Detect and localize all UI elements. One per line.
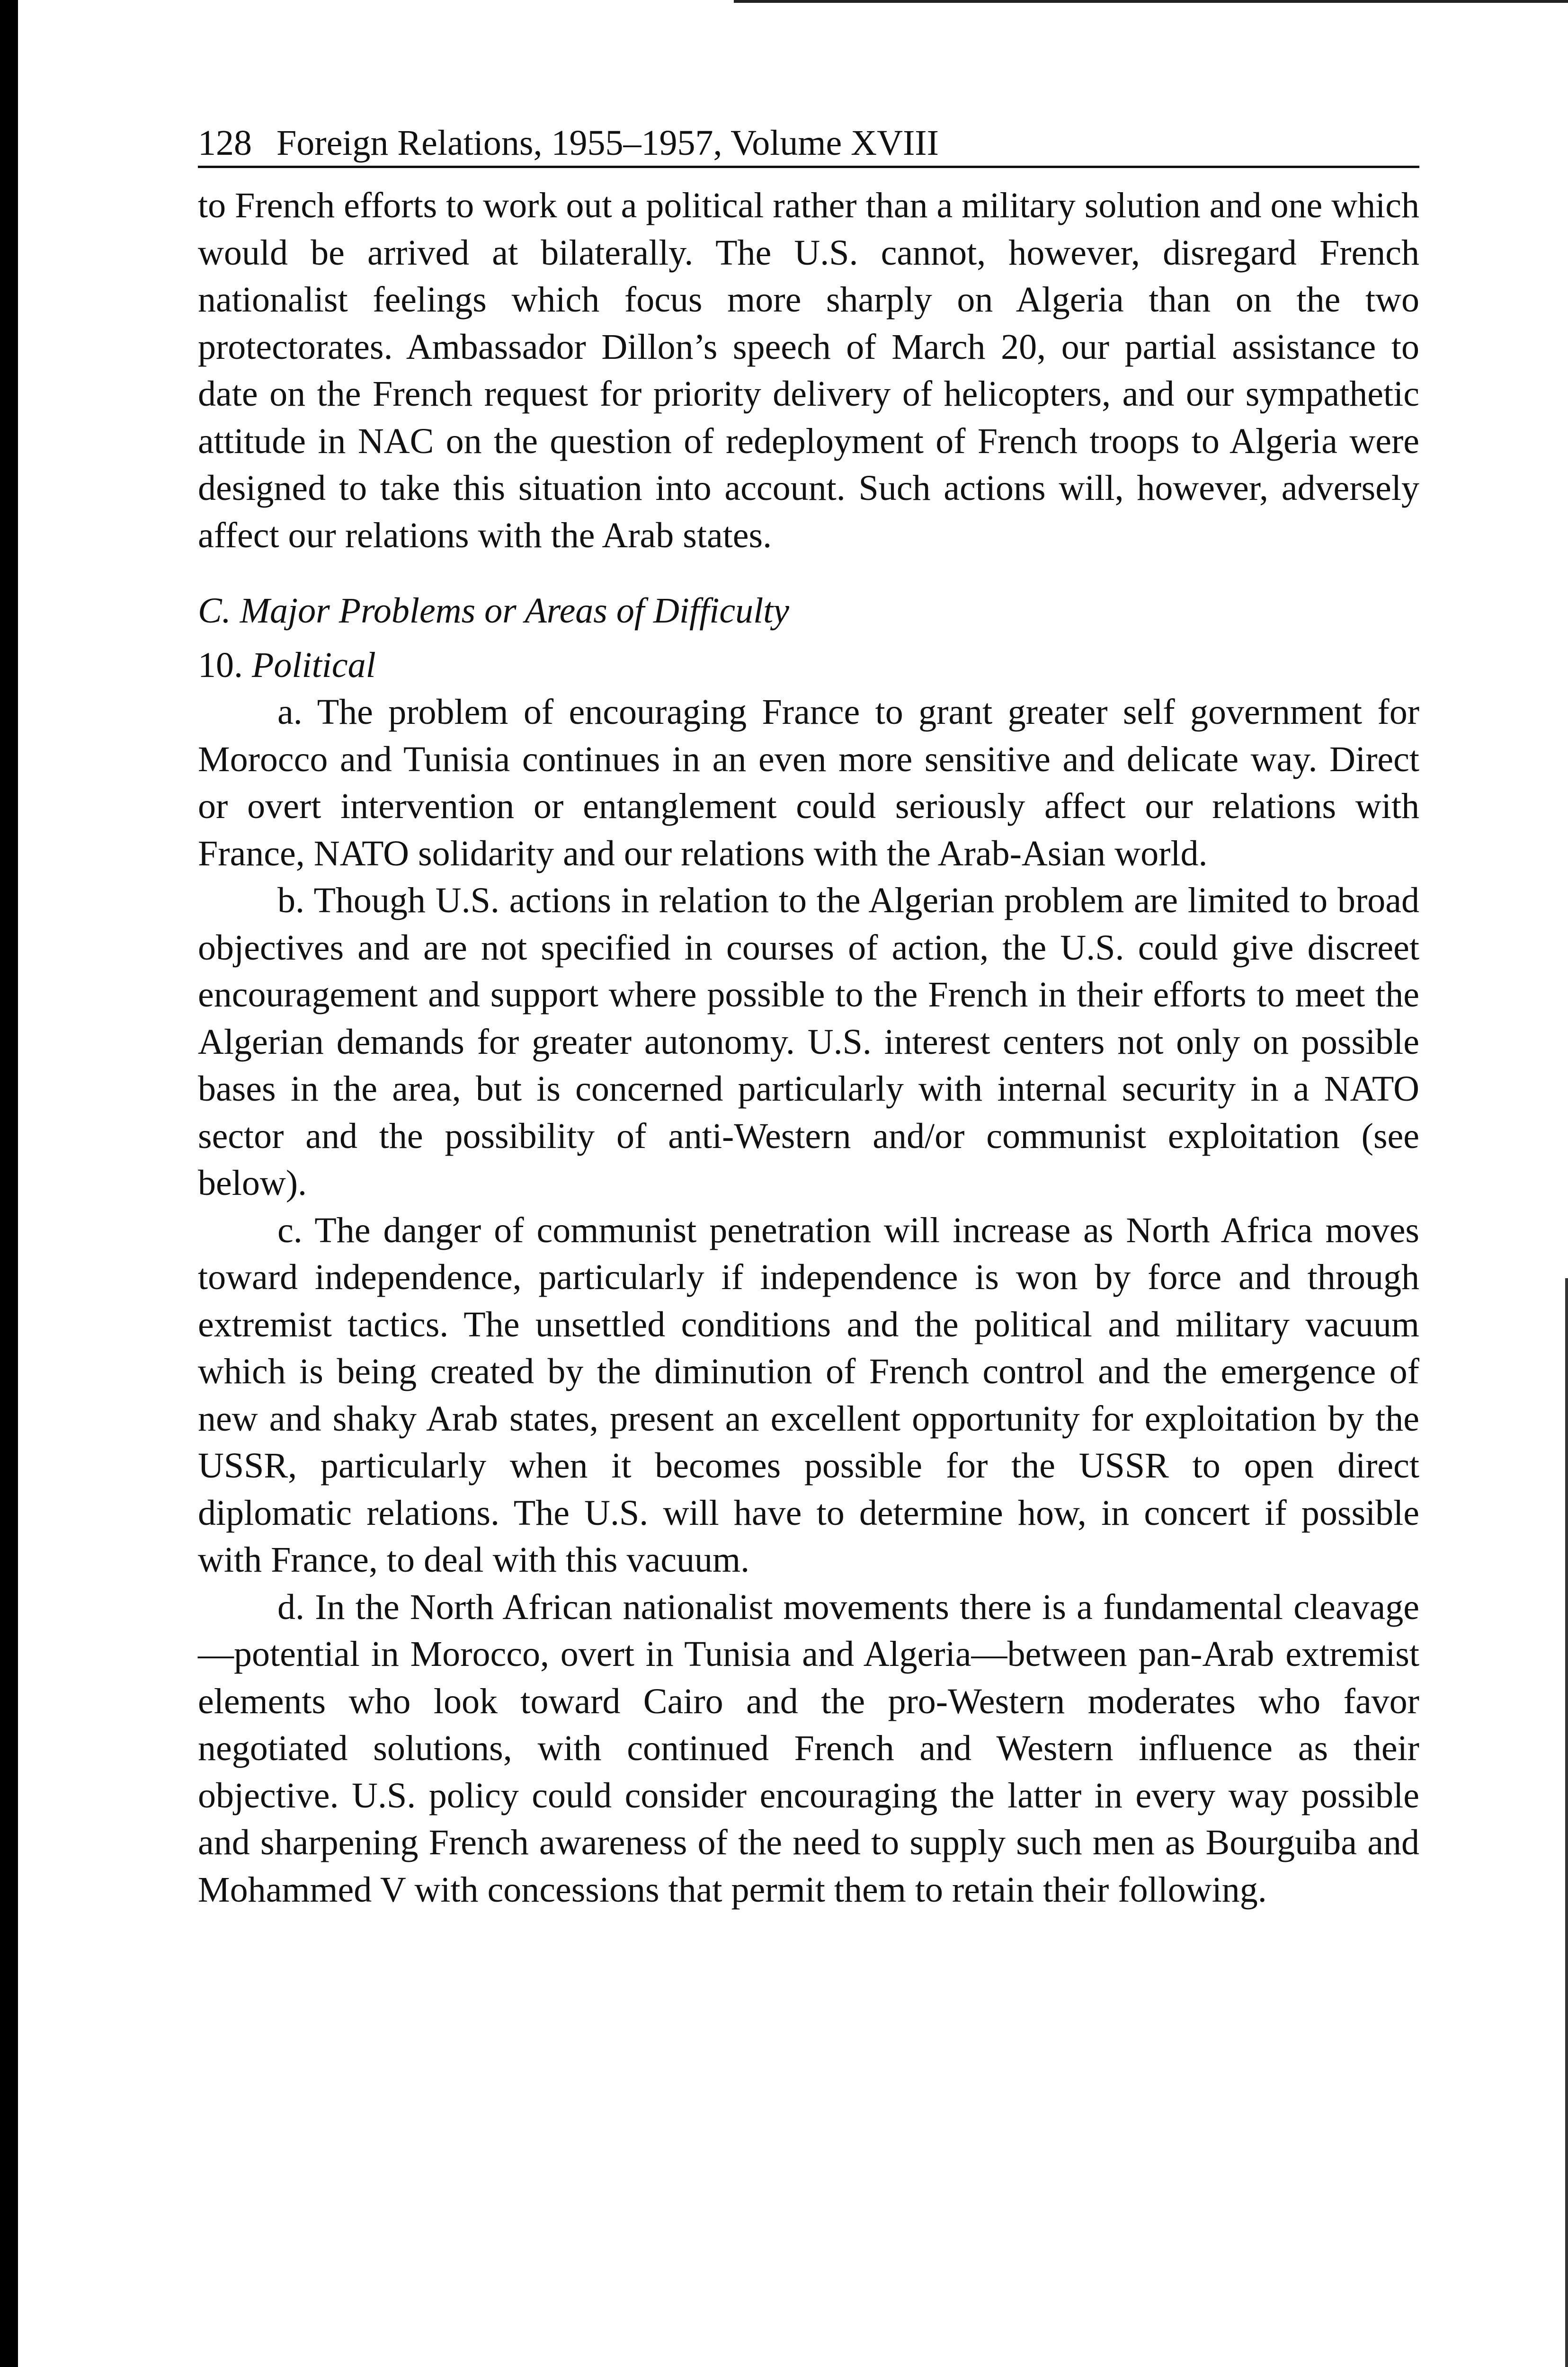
section-heading: C. Major Problems or Areas of Difficulty [198,591,790,631]
running-header [198,121,1419,168]
paragraph-c: c. The danger of communist penetration will increase as North Africa moves toward independence, particularly if independence is won by force and through extremist tactics. The unsettled conditions and the political and military vacuum which is being created by the diminution of French control and the emergence of new and shaky Arab states, present an excellent opportunity for exploitation by the USSR, particularly when it becomes possible for the USSR to open direct diplomatic relations. The U.S. will have to determine how, in concert if possible with France, to deal with this vacuum. [198,1210,1419,1580]
scan-left-edge [0,0,18,2367]
subsection-heading [198,642,1419,689]
scan-top-edge [734,0,1568,3]
paragraph-d: d. In the North African nationalist movements there is a fundamental cleavage—potential in Morocco, overt in Tunisia and Algeria—between pan-Arab extremist elements who look toward Cairo and the pro-Western moderates who favor negotiated solutions, with continued French and Western influence as their objective. U.S. policy could consider encouraging the latter in every way possible and sharpening French awareness of the need to supply such men as Bourguiba and Mohammed V with concessions that permit them to retain their following. [198,1587,1419,1910]
subsection-title: Political [252,645,376,685]
paragraph-b: b. Though U.S. actions in relation to the Algerian problem are limited to broad objectives and are not specified in courses of action, the U.S. could give discreet encouragement and support where possible to the French in their efforts to meet the Algerian demands for greater autonomy. U.S. interest centers not only on possible bases in the area, but is concerned particularly with internal security in a NATO sector and the possibility of anti-Western and/or communist exploitation (see below). [198,881,1419,1203]
document-page [198,121,1419,1913]
continuation-paragraph: to French efforts to work out a political rather than a military solution and one which would be arrived at bilaterally. The U.S. cannot, however, disregard French nationalist feelings which focus more sharply on Algeria than on the two protectorates. Ambassador Dillon’s speech of March 20, our partial assistance to date on the French request for priority delivery of helicopters, and our sympathetic attitude in NAC on the question of redeployment of French troops to Algeria were designed to take this situation into account. Such actions will, however, adversely affect our relations with the Arab states. [198,186,1419,555]
subsection-number: 10. [198,645,243,685]
scan-right-edge [1565,1278,1568,2367]
running-title: Foreign Relations, 1955–1957, Volume XVIII [276,123,939,163]
document-body [198,182,1419,1913]
paragraph-a: a. The problem of encouraging France to grant greater self government for Morocco and Tunisia continues in an even more sensitive and delicate way. Direct or overt intervention or entanglement could seriously affect our relations with France, NATO solidarity and our relations with the Arab-Asian world. [198,692,1419,873]
page-number: 128 [198,123,252,163]
